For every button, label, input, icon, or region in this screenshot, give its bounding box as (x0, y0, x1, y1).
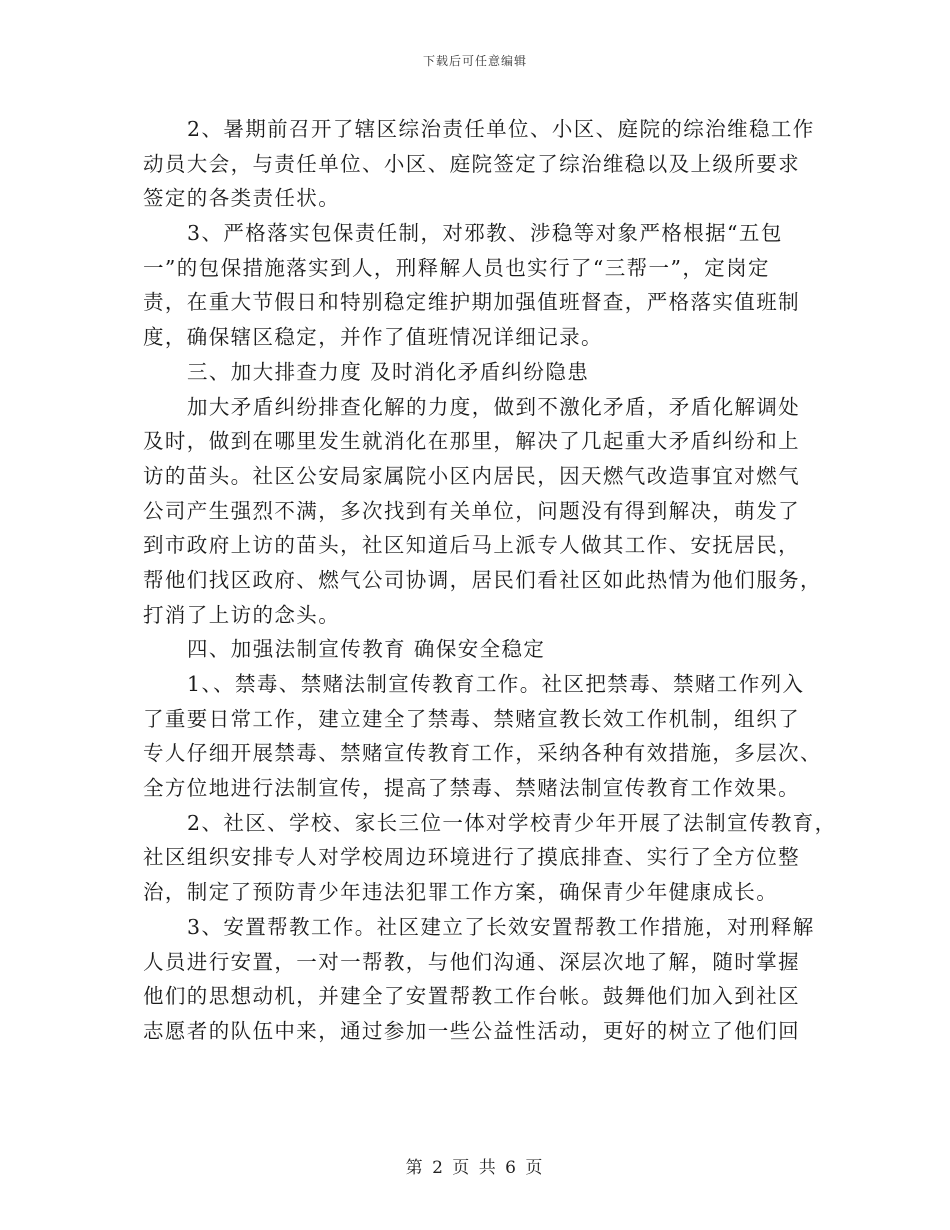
text-line: 访的苗头。社区公安局家属院小区内居民，因天燃气改造事宜对燃气 (143, 463, 800, 488)
page-header: 下载后可任意编辑 (422, 54, 527, 68)
text-line: 了重要日常工作，建立建全了禁毒、禁赌宣教长效工作机制，组织了 (143, 706, 800, 731)
text-line: 加大矛盾纠纷排查化解的力度，做到不激化矛盾，矛盾化解调处 (187, 394, 801, 419)
text-line: 治，制定了预防青少年违法犯罪工作方案，确保青少年健康成长。 (143, 880, 779, 905)
text-line: 帮他们找区政府、燃气公司协调，居民们看社区如此热情为他们服务， (143, 567, 822, 592)
text-line: 公司产生强烈不满，多次找到有关单位，问题没有得到解决，萌发了 (143, 498, 800, 523)
text-line: 1、、禁毒、禁赌法制宣传教育工作。社区把禁毒、禁赌工作列入 (187, 672, 805, 696)
text-line: 2、社区、学校、家长三位一体对学校青少年开展了法制宣传教育， (187, 810, 837, 835)
text-line: 打消了上访的念头。 (143, 602, 341, 627)
text-line: 四、加强法制宣传教育 确保安全稳定 (187, 637, 546, 662)
text-line: 专人仔细开展禁毒、禁赌宣传教育工作，采纳各种有效措施，多层次、 (143, 741, 822, 766)
text-line: 社区组织安排专人对学校周边环境进行了摸底排查、实行了全方位整 (143, 845, 800, 870)
text-line: 责，在重大节假日和特别稳定维护期加强值班督查，严格落实值班制 (143, 290, 800, 315)
text-line: 签定的各类责任状。 (143, 186, 341, 211)
text-line: 三、加大排查力度 及时消化矛盾纠纷隐患 (187, 359, 590, 384)
text-line: 志愿者的队伍中来，通过参加一些公益性活动，更好的树立了他们回 (143, 1018, 800, 1043)
text-line: 及时，做到在哪里发生就消化在那里，解决了几起重大矛盾纠纷和上 (143, 429, 800, 454)
text-line: 到市政府上访的苗头，社区知道后马上派专人做其工作、安抚居民， (143, 533, 800, 558)
text-line: 2、暑期前召开了辖区综治责任单位、小区、庭院的综治维稳工作 (187, 117, 815, 141)
text-line: 他们的思想动机，并建全了安置帮教工作台帐。鼓舞他们加入到社区 (143, 984, 800, 1009)
text-line: 一”的包保措施落实到人，刑释解人员也实行了“三帮一”，定岗定 (143, 255, 770, 280)
text-line: 度，确保辖区稳定，并作了值班情况详细记录。 (143, 325, 603, 350)
page-number: 第 2 页 共 6 页 (405, 1158, 545, 1178)
text-line: 动员大会，与责任单位、小区、庭院签定了综治维稳以及上级所要求 (143, 151, 800, 176)
document-body (143, 112, 837, 1049)
text-line: 全方位地进行法制宣传，提高了禁毒、禁赌法制宣传教育工作效果。 (143, 776, 800, 801)
text-line: 3、严格落实包保责任制，对邪教、涉稳等对象严格根据“五包 (187, 221, 783, 246)
text-line: 3、安置帮教工作。社区建立了长效安置帮教工作措施，对刑释解 (187, 914, 815, 939)
text-line: 人员进行安置，一对一帮教，与他们沟通、深层次地了解，随时掌握 (143, 949, 800, 974)
